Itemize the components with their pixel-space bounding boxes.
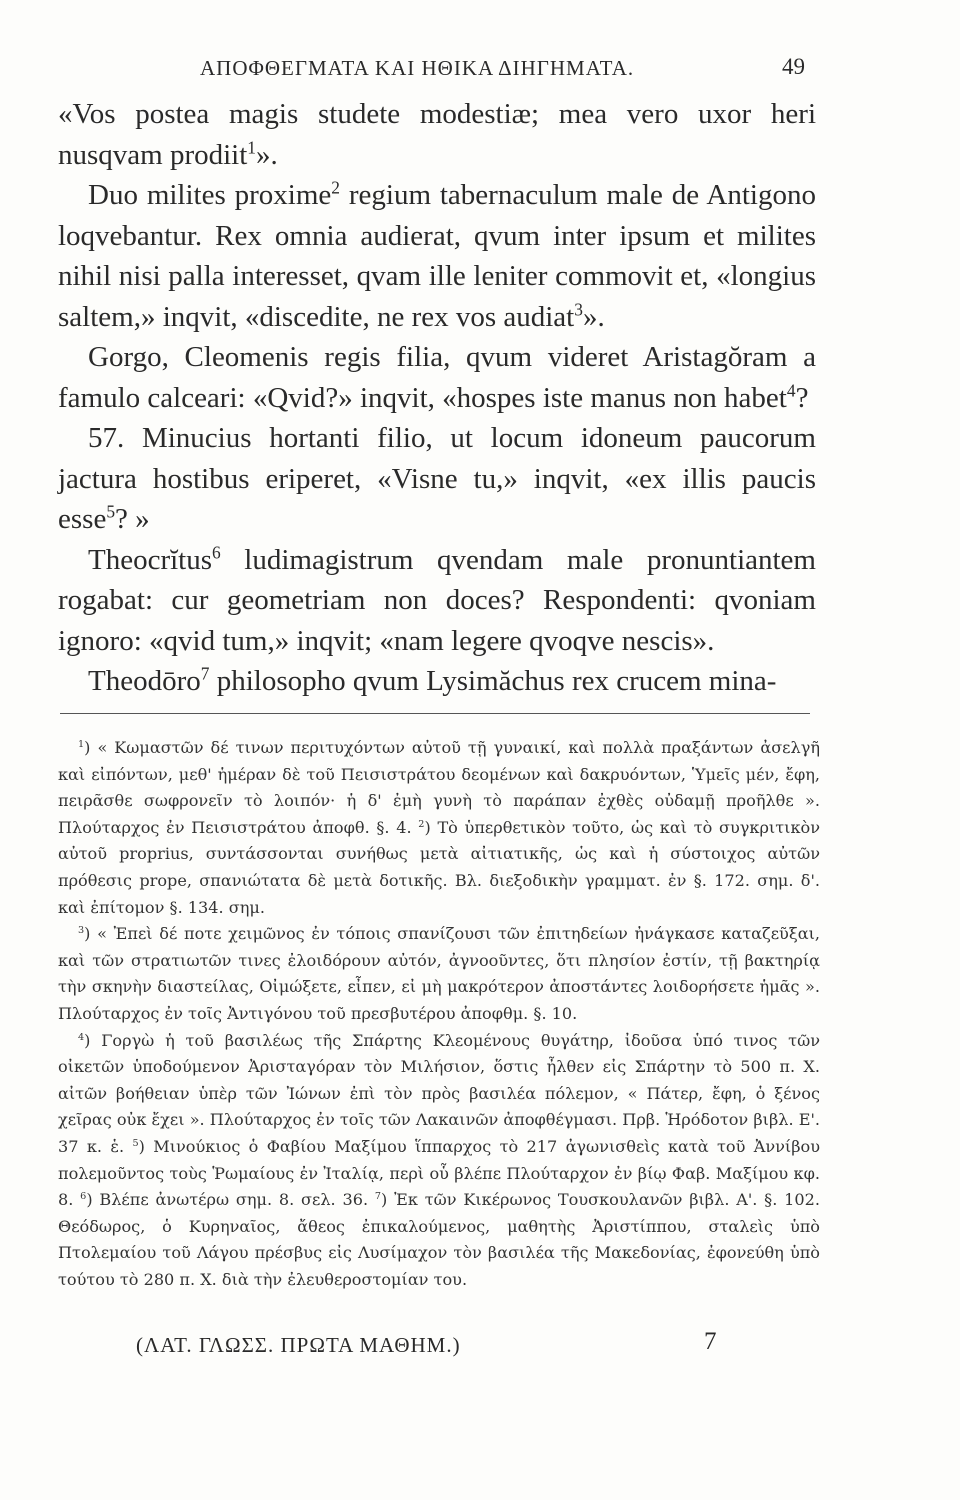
main-text [58,94,816,702]
footnote-mark: 3 [78,925,85,937]
paragraph: 57. Minucius hortanti filio, ut locum idoneum paucorum jactura hostibus eriperet, «Visne tu,» inqvit, «ex illis paucis esse$^5$? » [58,422,816,535]
running-title: ΑΠΟΦΘΕΓΜΑΤΑ ΚΑΙ ΗΘΙΚΑ ΔΙΗΓΗΜΑΤΑ. [200,56,635,80]
footnote-mark: 6 [80,1191,87,1203]
paragraph: Gorgo, Cleomenis regis filia, qvum videret Aristagŏram a famulo calceari: «Qvid?» inqvit, «hospes iste manus non habet$^4$? [58,341,816,414]
footnote-ref: 2 [331,177,340,198]
footnote-rule [60,713,810,714]
footnote-ref: 3 [574,299,583,320]
paragraph: «Vos postea magis studete modestiæ; mea vero uxor heri nusqvam prodiit$^1$». [58,98,816,171]
footnote-ref: 7 [200,663,210,684]
footnote-ref: 4 [786,380,796,401]
page-number: 49 [782,54,805,79]
footnote-mark: 7 [374,1191,382,1203]
footnote-ref: 6 [212,542,221,563]
footnote-mark: 1 [78,739,85,751]
footnote-ref: 5 [106,501,116,522]
footnote-paragraph: $^1$) « Κωμαστῶν δέ τινων περιτυχόντων αὐτοῦ τῇ γυναικί, καὶ πολλὰ πραξάντων ἀσελγῆ καὶ εἰπόντων, μεθ' ἡμέραν δὲ τοῦ Πεισιστράτου δεομένων καὶ δακρυόντων, Ὑμεῖς μέν, ἔφη, πειρᾶσθε σωφρονεῖν τὸ λοιπόν· ἡ δ' ἐμὴ γυνὴ τὸ παράπαν ἐχθὲς οὐδαμῇ προῆλθε ». Πλούταρχος ἐν Πεισιστράτου ἀποφθ. §. 4. $^2$) Τὸ ὑπερθετικὸν τοῦτο, ὡς καὶ τὸ συγκριτικὸν αὐτοῦ proprius, συντάσσονται συνήθως μετὰ αἰτιατικῆς, ὡς καὶ ἡ σύστοιχος αὐτῶν πρόθεσις prope, σπανιώτατα δὲ μετὰ δοτικῆς. Βλ. διεξοδικὴν γραμματ. ἐν §. 172. σημ. δ'. καὶ ἐπίτομον §. 134. σημ. [58,738,820,917]
footnote-mark: 5 [132,1138,139,1150]
footnote-ref: 1 [247,137,256,158]
footnote-paragraph: $^3$) « Ἐπεὶ δέ ποτε χειμῶνος ἐν τόποις σπανίζουσι τῶν ἐπιτηδείων ἠνάγκασε καταζεῦξαι, καὶ τῶν στρατιωτῶν τινες ἐλοιδόρουν αὐτόν, ἀγνοοῦντες, ὅτι πλησίον ἐστίν, τῇ βακτηρίᾳ τὴν σκηνὴν διαστείλας, Οἰμώξετε, εἶπεν, εἰ μὴ μακρότερον ἀποστάντες λοιδορήσετε ἡμᾶς ». Πλούταρχος ἐν τοῖς Ἀντιγόνου τοῦ πρεσβυτέρου ἀποφθμ. §. 10. [58,924,820,1023]
signature-number: 7 [704,1328,717,1355]
footnote-mark: 4 [78,1031,85,1043]
footnote-mark: 2 [418,819,425,830]
footnote-paragraph: $^4$) Γοργὼ ἡ τοῦ βασιλέως τῆς Σπάρτης Κλεομένους θυγάτηρ, ἰδοῦσα ὑπό τινος τῶν οἰκετῶν ὑποδούμενον Ἀρισταγόραν τὸν Μιλήσιον, ὅστις ἦλθεν εἰς Σπάρτην τὸ 500 π. Χ. αἰτῶν βοήθειαν ὑπὲρ τῶν Ἰώνων ἐπὶ τὸν πρὸς βασιλέα πόλεμον, « Πάτερ, ἔφη, ὁ ξένος χεῖρας οὐκ ἔχει ». Πλούταρχος ἐν τοῖς τῶν Λακαινῶν ἀποφθέγμασι. Πρβ. Ἡρόδοτον βιβλ. Ε'. 37 κ. ἑ. $^5$) Μινούκιος ὁ Φαβίου Μαξίμου ἵππαρχος τὸ 217 ἀγωνισθεὶς κατὰ τοῦ Ἀννίβου πολεμοῦντος τοὺς Ῥωμαίους ἐν Ἰταλίᾳ, περὶ οὗ βλέπε Πλούταρχον ἐν βίῳ Φαβ. Μαξίμου κφ. 8. $^6$) Βλέπε ἀνωτέρω σημ. 8. σελ. 36. $^7$) Ἐκ τῶν Κικέρωνος Τουσκουλανῶν βιβλ. Α'. §. 102. Θεόδωρος, ὁ Κυρηναῖος, ἄθεος ἐπικαλούμενος, μαθητὴς Ἀριστίππου, σταλεὶς ὑπὸ Πτολεμαίου τοῦ Λάγου πρέσβυς εἰς Λυσίμαχον τὸν βασιλέα τῆς Μακεδονίας, ἐφονεύθη ὑπὸ τούτου τὸ 280 π. Χ. διὰ τὴν ἐλευθεροστομίαν του. [58,1030,820,1289]
paragraph: Duo milites proxime$^2$ regium tabernaculum male de Antigono loqvebantur. Rex omnia audierat, qvum inter ipsum et milites nihil nisi palla interesset, qvam ille leniter commovit et, «longius saltem,» inqvit, «discedite, ne rex vos audiat$^3$». [58,177,816,333]
paragraph: Theocrĭtus$^6$ ludimagistrum qvendam male pronuntiantem rogabat: cur geometriam non doces? Respondenti: qvoniam ignoro: «qvid tum,» inqvit; «nam legere qvoqve nescis». [58,542,816,657]
footnotes [58,735,820,1293]
paragraph: Theodōro$^7$ philosopho qvum Lysimăchus rex crucem mina- [88,663,777,697]
printer-signature: (ΛΑΤ. ΓΛΩΣΣ. ΠΡΩΤΑ ΜΑΘΗΜ.) [136,1333,461,1357]
